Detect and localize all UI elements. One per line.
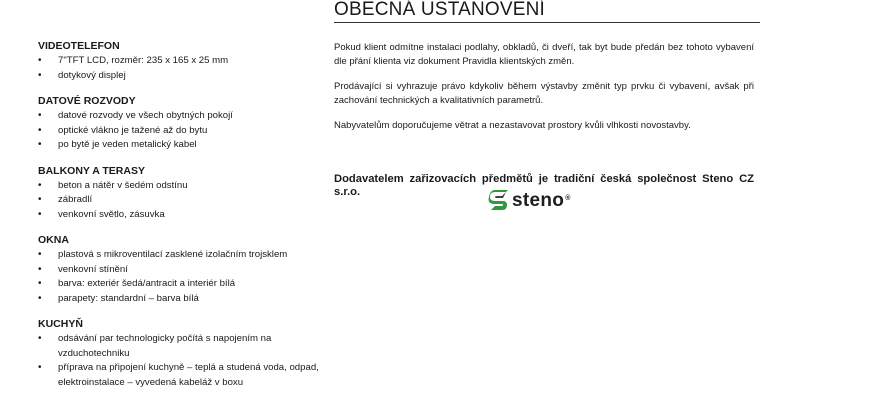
- section-balkony-terasy: [38, 165, 338, 223]
- section-list: [38, 179, 338, 223]
- section-list: [38, 109, 338, 153]
- list-item: • barva: exteriér šedá/antracit a interiér bílá: [38, 277, 338, 292]
- list-item: • datové rozvody ve všech obytných pokojí: [38, 109, 338, 124]
- list-item: • zábradlí: [38, 193, 338, 208]
- list-item: • dotykový displej: [38, 69, 338, 84]
- section-list: [38, 248, 338, 306]
- right-column: [334, 0, 754, 200]
- section-list: [38, 54, 338, 83]
- paragraph-ventilation: Nabyvatelům doporučujeme větrat a nezastavovat prostory kvůli vlhkosti novostavby.: [334, 120, 691, 131]
- list-item: • odsávání par technologicky počítá s napojením na vzduchotechniku: [38, 332, 338, 361]
- list-item: • příprava na připojení kuchyně – teplá a studená voda, odpad,: [38, 361, 338, 376]
- logo-text: steno: [512, 190, 565, 211]
- list-item: • venkovní stínění: [38, 263, 338, 278]
- section-videotelefon: [38, 40, 338, 83]
- left-column: [38, 40, 338, 402]
- section-title: VIDEOTELEFON: [38, 40, 120, 52]
- list-item: • venkovní světlo, zásuvka: [38, 208, 338, 223]
- section-list: [38, 332, 338, 390]
- section-title: KUCHYŇ: [38, 318, 83, 330]
- list-item: • plastová s mikroventilací zasklené izolačním trojsklem: [38, 248, 338, 263]
- section-title: DATOVÉ ROZVODY: [38, 95, 136, 107]
- paragraph-seller-rights: Prodávající si vyhrazuje právo kdykoliv během výstavby změnit typ prvku či vybavení, avšak při zachování technických a kvalitativních parametrů.: [334, 81, 754, 106]
- section-title: BALKONY A TERASY: [38, 164, 145, 177]
- section-kuchyn: [38, 318, 338, 390]
- page-title: OBECNÁ USTANOVENÍ: [334, 0, 760, 23]
- section-title: OKNA: [38, 234, 69, 246]
- registered-mark: ®: [565, 194, 571, 202]
- section-okna: [38, 234, 338, 306]
- list-item: • beton a nátěr v šedém odstínu: [38, 179, 338, 194]
- section-datove-rozvody: [38, 95, 338, 153]
- list-item-continuation: elektroinstalace – vyvedená kabeláž v boxu: [58, 376, 244, 388]
- list-item: • parapety: standardní – barva bílá: [38, 292, 338, 307]
- paragraph-client-changes: Pokud klient odmítne instalaci podlahy, obkladů, či dveří, tak byt bude předán bez tohoto vybavení dle přání klienta viz dokument Pravidla klientských změn.: [334, 42, 754, 67]
- steno-logo: [488, 190, 570, 212]
- list-item: • 7"TFT LCD, rozměr: 235 x 165 x 25 mm: [38, 54, 338, 69]
- supplier-statement: Dodavatelem zařizovacích předmětů je tradiční česká společnost Steno CZ s.r.o.: [334, 172, 754, 198]
- list-item: • po bytě je veden metalický kabel: [38, 138, 338, 153]
- steno-s-icon: [488, 190, 510, 212]
- list-item: • optické vlákno je tažené až do bytu: [38, 124, 338, 139]
